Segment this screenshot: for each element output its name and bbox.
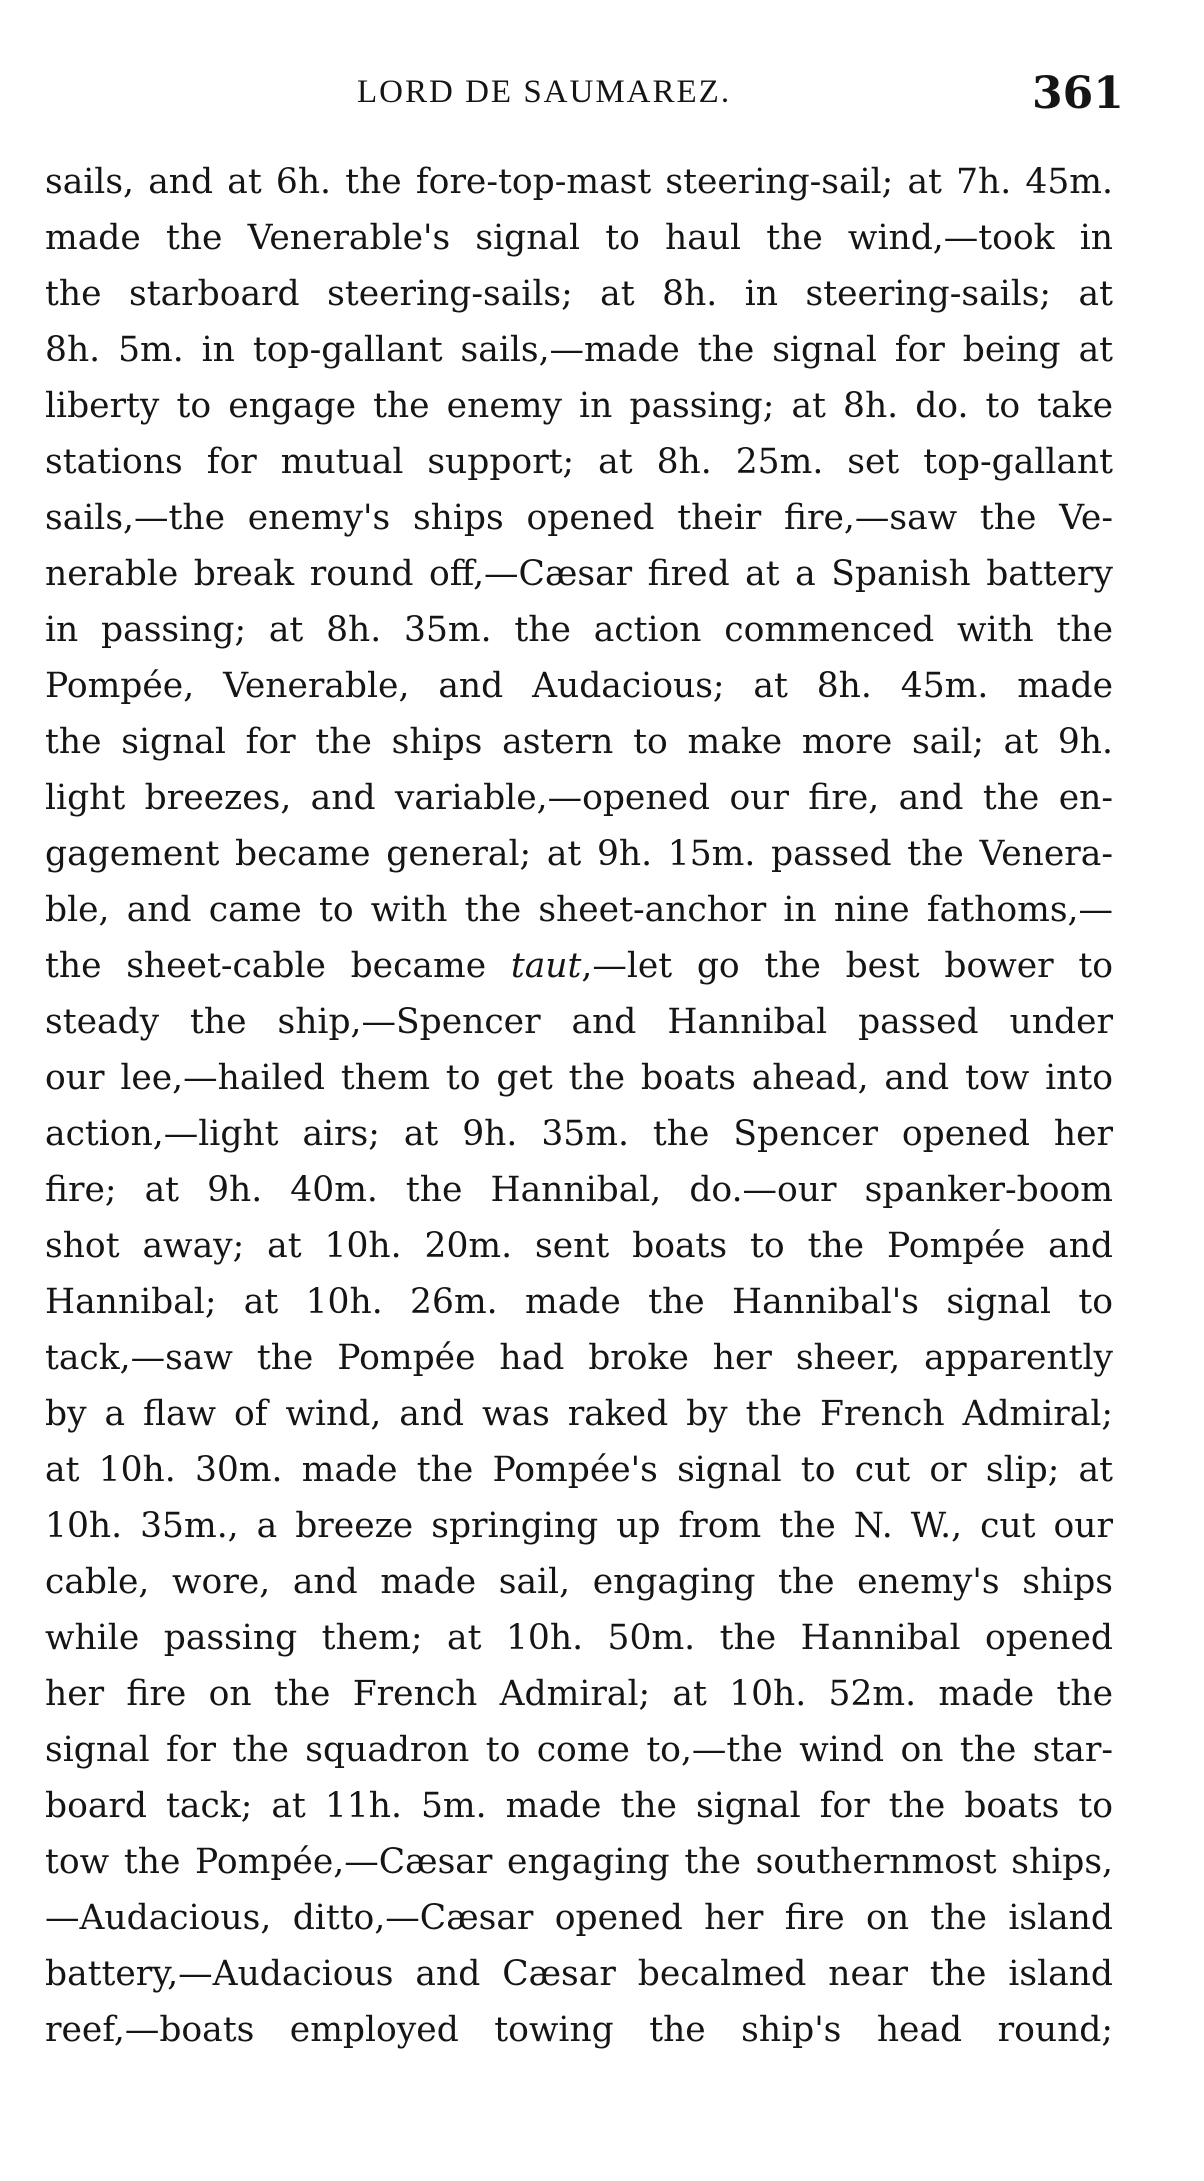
text-line: cable, wore, and made sail, engaging the enemy's ships [45,1562,1113,1602]
body-text [45,154,1113,2058]
page-number: 361 [1032,68,1124,119]
text-line: signal for the squadron to come to,—the wind on the star- [45,1730,1113,1770]
text-line: the starboard steering-sails; at 8h. in steering-sails; at [45,274,1113,314]
text-line: while passing them; at 10h. 50m. the Hannibal opened [45,1618,1113,1658]
text-line: nerable break round off,—Cæsar fired at a Spanish battery [45,554,1113,594]
text-line: shot away; at 10h. 20m. sent boats to the Pompée and [45,1226,1113,1266]
text-line: in passing; at 8h. 35m. the action commenced with the [45,610,1113,650]
text-line: reef,—boats employed towing the ship's head round; [45,2010,1113,2050]
text-line: at 10h. 30m. made the Pompée's signal to cut or slip; at [45,1450,1113,1490]
text-line: tack,—saw the Pompée had broke her sheer, apparently [45,1338,1113,1378]
text-line: Hannibal; at 10h. 26m. made the Hannibal's signal to [45,1282,1113,1322]
text-line: by a flaw of wind, and was raked by the French Admiral; [45,1394,1113,1434]
text-line: sails,—the enemy's ships opened their fire,—saw the Ve- [45,498,1113,538]
text-line: the signal for the ships astern to make more sail; at 9h. [45,722,1113,762]
text-line: stations for mutual support; at 8h. 25m. set top-gallant [45,442,1113,482]
text-line: her fire on the French Admiral; at 10h. 52m. made the [45,1674,1113,1714]
text-line: Pompée, Venerable, and Audacious; at 8h. 45m. made [45,666,1113,706]
text-line: our lee,—hailed them to get the boats ahead, and tow into [45,1058,1113,1098]
text-segment: the sheet-cable became [45,946,511,986]
text-line: fire; at 9h. 40m. the Hannibal, do.—our spanker-boom [45,1170,1113,1210]
text-segment: ,—let go the best bower to [581,946,1113,986]
text-line: battery,—Audacious and Cæsar becalmed near the island [45,1954,1113,1994]
running-title: LORD DE SAUMAREZ. [357,74,732,110]
text-line: 8h. 5m. in top-gallant sails,—made the signal for being at [45,330,1113,370]
text-line: —Audacious, ditto,—Cæsar opened her fire on the island [45,1898,1113,1938]
text-line: made the Venerable's signal to haul the wind,—took in [45,218,1113,258]
italic-word: taut [510,946,582,986]
text-line: sails, and at 6h. the fore-top-mast steering-sail; at 7h. 45m. [45,162,1113,202]
text-line: 10h. 35m., a breeze springing up from the N. W., cut our [45,1506,1113,1546]
text-line: liberty to engage the enemy in passing; at 8h. do. to take [45,386,1113,426]
text-line: ble, and came to with the sheet-anchor in nine fathoms,— [45,890,1113,930]
text-line: action,—light airs; at 9h. 35m. the Spencer opened her [45,1114,1113,1154]
text-line: board tack; at 11h. 5m. made the signal for the boats to [45,1786,1113,1826]
text-line: gagement became general; at 9h. 15m. passed the Venera- [45,834,1113,874]
text-line: tow the Pompée,—Cæsar engaging the southernmost ships, [45,1842,1113,1882]
text-line: steady the ship,—Spencer and Hannibal passed under [45,1002,1113,1042]
text-line [45,938,1113,994]
running-head [0,68,1204,128]
text-line: light breezes, and variable,—opened our fire, and the en- [45,778,1113,818]
